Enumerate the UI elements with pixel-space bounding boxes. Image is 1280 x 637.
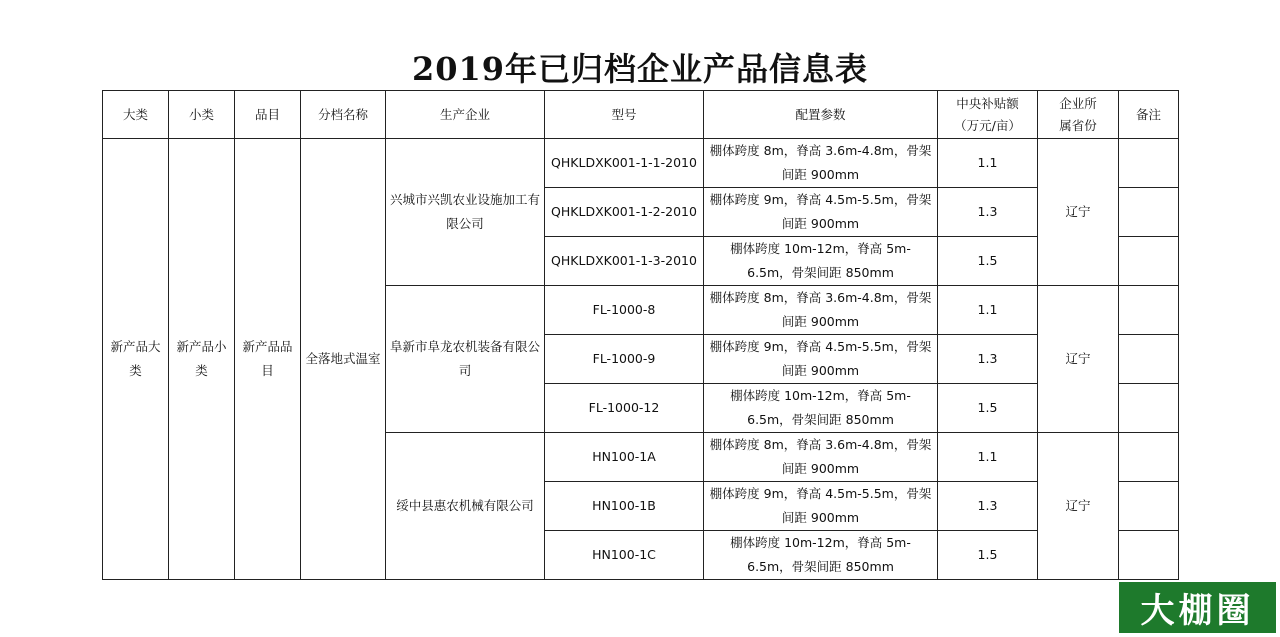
- table-row: [103, 139, 1179, 188]
- cell-subsidy: 1.5: [938, 384, 1038, 433]
- cell-config: 棚体跨度 10m-12m，脊高 5m-6.5m，骨架间距 850mm: [704, 384, 938, 433]
- cell-model: FL-1000-8: [545, 286, 704, 335]
- cell-config: 棚体跨度 10m-12m，脊高 5m-6.5m，骨架间距 850mm: [704, 531, 938, 580]
- product-info-table: [102, 90, 1179, 580]
- cell-config: 棚体跨度 9m，脊高 4.5m-5.5m，骨架间距 900mm: [704, 188, 938, 237]
- cell-remark: [1119, 286, 1179, 335]
- header-item: 品目: [235, 91, 301, 139]
- cell-model: HN100-1C: [545, 531, 704, 580]
- cell-category: 新产品大类: [103, 139, 169, 580]
- header-subsidy-line2: （万元/亩）: [954, 117, 1021, 133]
- cell-model: FL-1000-12: [545, 384, 704, 433]
- cell-subsidy: 1.1: [938, 433, 1038, 482]
- cell-manufacturer: 绥中县惠农机械有限公司: [386, 433, 545, 580]
- cell-subsidy: 1.3: [938, 188, 1038, 237]
- cell-manufacturer: 兴城市兴凯农业设施加工有限公司: [386, 139, 545, 286]
- cell-grade-name: 全落地式温室: [301, 139, 386, 580]
- header-subsidy: [938, 91, 1038, 139]
- cell-model: QHKLDXK001-1-3-2010: [545, 237, 704, 286]
- cell-config: 棚体跨度 8m，脊高 3.6m-4.8m，骨架间距 900mm: [704, 433, 938, 482]
- cell-config: 棚体跨度 8m，脊高 3.6m-4.8m，骨架间距 900mm: [704, 139, 938, 188]
- cell-province: 辽宁: [1038, 433, 1119, 580]
- cell-subsidy: 1.3: [938, 482, 1038, 531]
- cell-model: QHKLDXK001-1-2-2010: [545, 188, 704, 237]
- header-province-line1: 企业所: [1059, 95, 1097, 111]
- cell-subcategory: 新产品小类: [169, 139, 235, 580]
- header-category: 大类: [103, 91, 169, 139]
- cell-manufacturer: 阜新市阜龙农机装备有限公司: [386, 286, 545, 433]
- cell-model: QHKLDXK001-1-1-2010: [545, 139, 704, 188]
- page-title: 2019年已归档企业产品信息表: [411, 50, 869, 88]
- cell-config: 棚体跨度 9m，脊高 4.5m-5.5m，骨架间距 900mm: [704, 335, 938, 384]
- cell-remark: [1119, 139, 1179, 188]
- cell-province: 辽宁: [1038, 286, 1119, 433]
- cell-remark: [1119, 482, 1179, 531]
- watermark-logo: 大棚圈: [1119, 582, 1276, 633]
- cell-subsidy: 1.3: [938, 335, 1038, 384]
- cell-model: FL-1000-9: [545, 335, 704, 384]
- cell-subsidy: 1.1: [938, 139, 1038, 188]
- header-province-line2: 属省份: [1059, 117, 1097, 133]
- header-manufacturer: 生产企业: [386, 91, 545, 139]
- cell-province: 辽宁: [1038, 139, 1119, 286]
- cell-config: 棚体跨度 10m-12m，脊高 5m-6.5m，骨架间距 850mm: [704, 237, 938, 286]
- cell-subsidy: 1.5: [938, 531, 1038, 580]
- cell-config: 棚体跨度 8m，脊高 3.6m-4.8m，骨架间距 900mm: [704, 286, 938, 335]
- cell-remark: [1119, 335, 1179, 384]
- header-subcategory: 小类: [169, 91, 235, 139]
- cell-model: HN100-1A: [545, 433, 704, 482]
- table-header-row: [103, 91, 1179, 139]
- header-config: 配置参数: [704, 91, 938, 139]
- header-subsidy-line1: 中央补贴额: [956, 95, 1019, 111]
- header-model: 型号: [545, 91, 704, 139]
- header-province: [1038, 91, 1119, 139]
- cell-remark: [1119, 384, 1179, 433]
- cell-subsidy: 1.1: [938, 286, 1038, 335]
- cell-config: 棚体跨度 9m，脊高 4.5m-5.5m，骨架间距 900mm: [704, 482, 938, 531]
- cell-remark: [1119, 433, 1179, 482]
- cell-item: 新产品品目: [235, 139, 301, 580]
- cell-model: HN100-1B: [545, 482, 704, 531]
- header-grade-name: 分档名称: [301, 91, 386, 139]
- header-remarks: 备注: [1119, 91, 1179, 139]
- cell-subsidy: 1.5: [938, 237, 1038, 286]
- cell-remark: [1119, 237, 1179, 286]
- cell-remark: [1119, 531, 1179, 580]
- cell-remark: [1119, 188, 1179, 237]
